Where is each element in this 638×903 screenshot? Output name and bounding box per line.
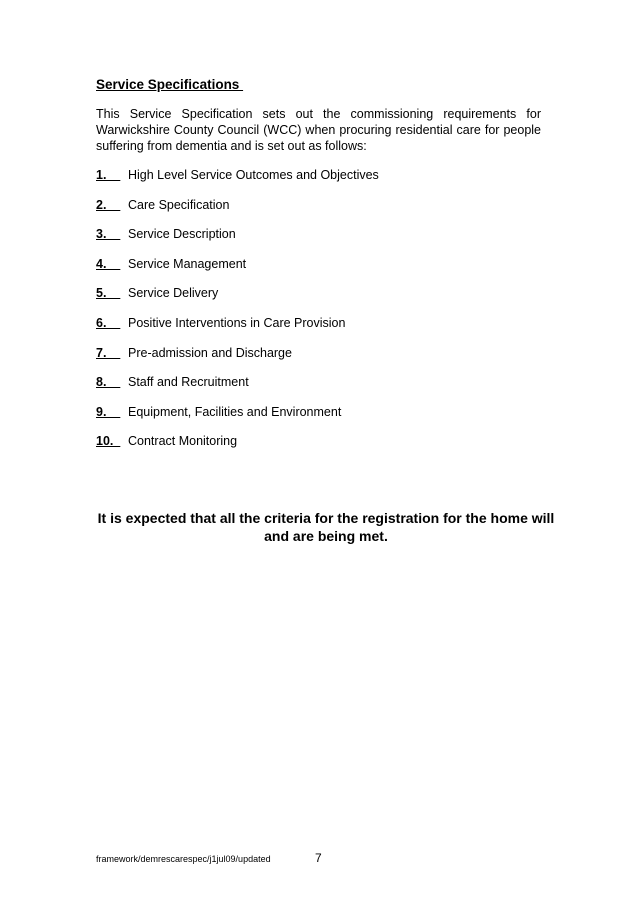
list-item-number: 5. xyxy=(96,286,121,301)
footer-file-path: framework/demrescarespec/j1jul09/updated xyxy=(96,854,271,864)
list-item-label: Care Specification xyxy=(128,197,230,212)
list-item-number: 1. xyxy=(96,168,121,182)
list-item-label: Pre-admission and Discharge xyxy=(128,345,292,360)
list-item-label: Contract Monitoring xyxy=(128,434,238,449)
list-item-number: 4. xyxy=(96,256,121,271)
list-item-label: Staff and Recruitment xyxy=(128,375,249,390)
list-item-number: 6. xyxy=(96,315,121,330)
contents-list xyxy=(96,167,556,463)
list-item-number: 3. xyxy=(96,227,121,242)
list-item-label: Service Delivery xyxy=(128,286,219,301)
list-item xyxy=(96,345,556,375)
list-item xyxy=(96,404,556,434)
page-number: 7 xyxy=(315,851,322,865)
list-item xyxy=(96,433,556,463)
list-item xyxy=(96,167,556,197)
list-item-number: 9. xyxy=(96,404,121,419)
list-item-label: Equipment, Facilities and Environment xyxy=(128,404,342,419)
list-item-number: 10. xyxy=(96,434,121,449)
list-item xyxy=(96,197,556,227)
list-item-label: High Level Service Outcomes and Objectives xyxy=(128,168,379,182)
section-heading: Service Specifications xyxy=(96,77,244,92)
list-item xyxy=(96,256,556,286)
list-item xyxy=(96,374,556,404)
list-item-number: 8. xyxy=(96,375,121,390)
registration-statement: It is expected that all the criteria for the registration for the home will and are being met. xyxy=(97,510,555,544)
list-item-label: Positive Interventions in Care Provision xyxy=(128,315,346,330)
list-item-number: 7. xyxy=(96,345,121,360)
list-item xyxy=(96,285,556,315)
list-item xyxy=(96,226,556,256)
list-item xyxy=(96,315,556,345)
list-item-number: 2. xyxy=(96,197,121,212)
list-item-label: Service Description xyxy=(128,227,236,242)
list-item-label: Service Management xyxy=(128,256,247,271)
intro-paragraph: This Service Specification sets out the commissioning requirements for Warwickshire County Council (WCC) when procuring residential care for people suffering from dementia and is set out as follows: xyxy=(96,107,541,153)
